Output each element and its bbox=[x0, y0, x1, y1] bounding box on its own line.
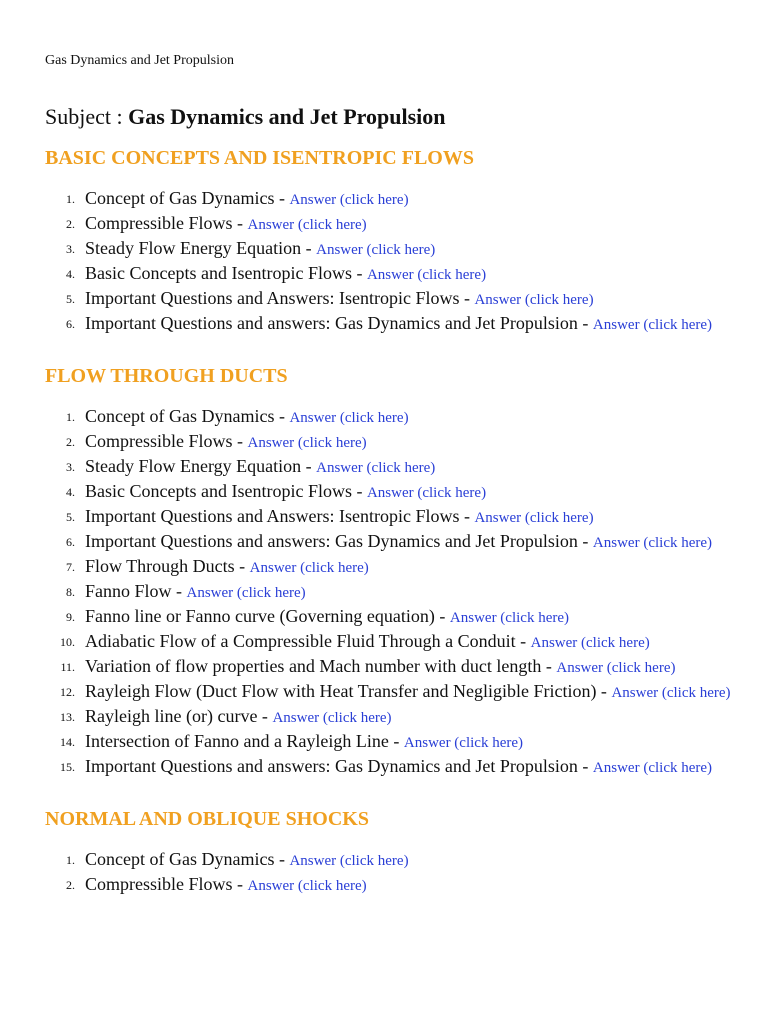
subject-title: Gas Dynamics and Jet Propulsion bbox=[128, 104, 446, 129]
list-item bbox=[45, 312, 745, 337]
topic-title: Steady Flow Energy Equation - bbox=[85, 456, 317, 476]
list-item bbox=[45, 705, 745, 730]
answer-link[interactable]: Answer (click here) bbox=[611, 685, 731, 701]
topic-list bbox=[45, 848, 745, 898]
answer-link[interactable]: Answer (click here) bbox=[316, 460, 436, 476]
topic-title: Rayleigh line (or) curve - bbox=[85, 706, 273, 726]
subject-label: Subject : bbox=[45, 104, 129, 129]
topic-title: Compressible Flows - bbox=[85, 213, 248, 233]
list-item bbox=[45, 680, 745, 705]
section-heading: NORMAL AND OBLIQUE SHOCKS bbox=[45, 808, 369, 830]
list-item bbox=[45, 287, 745, 312]
list-item bbox=[45, 455, 745, 480]
topic-title: Important Questions and answers: Gas Dynamics and Jet Propulsion - bbox=[85, 756, 593, 776]
topic-list bbox=[45, 187, 745, 337]
answer-link[interactable]: Answer (click here) bbox=[530, 635, 650, 651]
section-heading: FLOW THROUGH DUCTS bbox=[45, 365, 288, 387]
running-header: Gas Dynamics and Jet Propulsion bbox=[45, 53, 234, 68]
topic-title: Adiabatic Flow of a Compressible Fluid Through a Conduit - bbox=[85, 631, 531, 651]
list-item-number: 15. bbox=[60, 760, 75, 774]
list-item-number: 8. bbox=[66, 585, 75, 599]
answer-link[interactable]: Answer (click here) bbox=[289, 853, 409, 869]
section bbox=[45, 145, 745, 351]
answer-link[interactable]: Answer (click here) bbox=[289, 410, 409, 426]
list-item bbox=[45, 555, 745, 580]
section-spacer bbox=[45, 780, 745, 794]
subject-line bbox=[45, 103, 745, 131]
list-item-number: 14. bbox=[60, 735, 75, 749]
topic-title: Important Questions and Answers: Isentropic Flows - bbox=[85, 506, 475, 526]
section bbox=[45, 363, 745, 794]
list-item-number: 5. bbox=[66, 510, 75, 524]
list-item bbox=[45, 655, 745, 680]
list-item-number: 1. bbox=[66, 192, 75, 206]
topic-title: Flow Through Ducts - bbox=[85, 556, 250, 576]
topic-title: Concept of Gas Dynamics - bbox=[85, 188, 290, 208]
answer-link[interactable]: Answer (click here) bbox=[289, 192, 409, 208]
list-item-number: 5. bbox=[66, 292, 75, 306]
list-item-number: 2. bbox=[66, 217, 75, 231]
answer-link[interactable]: Answer (click here) bbox=[556, 660, 676, 676]
list-item-number: 2. bbox=[66, 435, 75, 449]
answer-link[interactable]: Answer (click here) bbox=[592, 317, 713, 333]
topic-title: Concept of Gas Dynamics - bbox=[85, 849, 290, 869]
answer-link[interactable]: Answer (click here) bbox=[249, 560, 369, 576]
topic-title: Intersection of Fanno and a Rayleigh Line - bbox=[85, 731, 404, 751]
list-item-number: 11. bbox=[60, 660, 75, 674]
list-item bbox=[45, 605, 745, 630]
answer-link[interactable]: Answer (click here) bbox=[366, 485, 487, 501]
list-item-number: 3. bbox=[66, 460, 75, 474]
answer-link[interactable]: Answer (click here) bbox=[186, 585, 306, 601]
list-item bbox=[45, 187, 745, 212]
answer-link[interactable]: Answer (click here) bbox=[592, 535, 713, 551]
section bbox=[45, 806, 745, 898]
answer-link[interactable]: Answer (click here) bbox=[316, 242, 436, 258]
list-item bbox=[45, 530, 745, 555]
list-item bbox=[45, 848, 745, 873]
list-item-number: 13. bbox=[60, 710, 75, 724]
list-item bbox=[45, 212, 745, 237]
list-item-number: 4. bbox=[66, 267, 75, 281]
list-item bbox=[45, 730, 745, 755]
answer-link[interactable]: Answer (click here) bbox=[272, 710, 392, 726]
topic-title: Important Questions and answers: Gas Dynamics and Jet Propulsion - bbox=[85, 531, 593, 551]
answer-link[interactable]: Answer (click here) bbox=[403, 735, 524, 751]
list-item-number: 6. bbox=[66, 535, 75, 549]
topic-title: Compressible Flows - bbox=[85, 431, 248, 451]
list-item-number: 7. bbox=[66, 560, 75, 574]
topic-list bbox=[45, 405, 745, 780]
list-item-number: 1. bbox=[66, 853, 75, 867]
topic-title: Fanno line or Fanno curve (Governing equation) - bbox=[85, 606, 450, 626]
list-item-number: 12. bbox=[60, 685, 75, 699]
list-item-number: 10. bbox=[60, 635, 75, 649]
answer-link[interactable]: Answer (click here) bbox=[474, 292, 594, 308]
topic-title: Variation of flow properties and Mach number with duct length - bbox=[85, 656, 557, 676]
sections-container bbox=[45, 145, 745, 898]
list-item bbox=[45, 505, 745, 530]
list-item bbox=[45, 237, 745, 262]
document-page bbox=[45, 52, 745, 898]
section-spacer bbox=[45, 337, 745, 351]
list-item-number: 6. bbox=[66, 317, 75, 331]
section-heading: BASIC CONCEPTS AND ISENTROPIC FLOWS bbox=[45, 147, 474, 169]
list-item-number: 3. bbox=[66, 242, 75, 256]
topic-title: Fanno Flow - bbox=[85, 581, 187, 601]
list-item-number: 1. bbox=[66, 410, 75, 424]
topic-title: Steady Flow Energy Equation - bbox=[85, 238, 317, 258]
list-item bbox=[45, 405, 745, 430]
list-item bbox=[45, 480, 745, 505]
answer-link[interactable]: Answer (click here) bbox=[247, 878, 367, 894]
answer-link[interactable]: Answer (click here) bbox=[474, 510, 594, 526]
list-item-number: 2. bbox=[66, 878, 75, 892]
list-item bbox=[45, 430, 745, 455]
list-item-number: 4. bbox=[66, 485, 75, 499]
list-item bbox=[45, 262, 745, 287]
answer-link[interactable]: Answer (click here) bbox=[449, 610, 570, 626]
topic-title: Important Questions and Answers: Isentropic Flows - bbox=[85, 288, 475, 308]
list-item bbox=[45, 755, 745, 780]
list-item-number: 9. bbox=[66, 610, 75, 624]
topic-title: Important Questions and answers: Gas Dynamics and Jet Propulsion - bbox=[85, 313, 593, 333]
answer-link[interactable]: Answer (click here) bbox=[592, 760, 713, 776]
topic-title: Concept of Gas Dynamics - bbox=[85, 406, 290, 426]
topic-title: Rayleigh Flow (Duct Flow with Heat Transfer and Negligible Friction) - bbox=[85, 681, 612, 701]
list-item bbox=[45, 630, 745, 655]
answer-link[interactable]: Answer (click here) bbox=[366, 267, 487, 283]
list-item bbox=[45, 873, 745, 898]
topic-title: Basic Concepts and Isentropic Flows - bbox=[85, 481, 367, 501]
answer-link[interactable]: Answer (click here) bbox=[247, 435, 367, 451]
topic-title: Basic Concepts and Isentropic Flows - bbox=[85, 263, 367, 283]
answer-link[interactable]: Answer (click here) bbox=[247, 217, 367, 233]
topic-title: Compressible Flows - bbox=[85, 874, 248, 894]
list-item bbox=[45, 580, 745, 605]
